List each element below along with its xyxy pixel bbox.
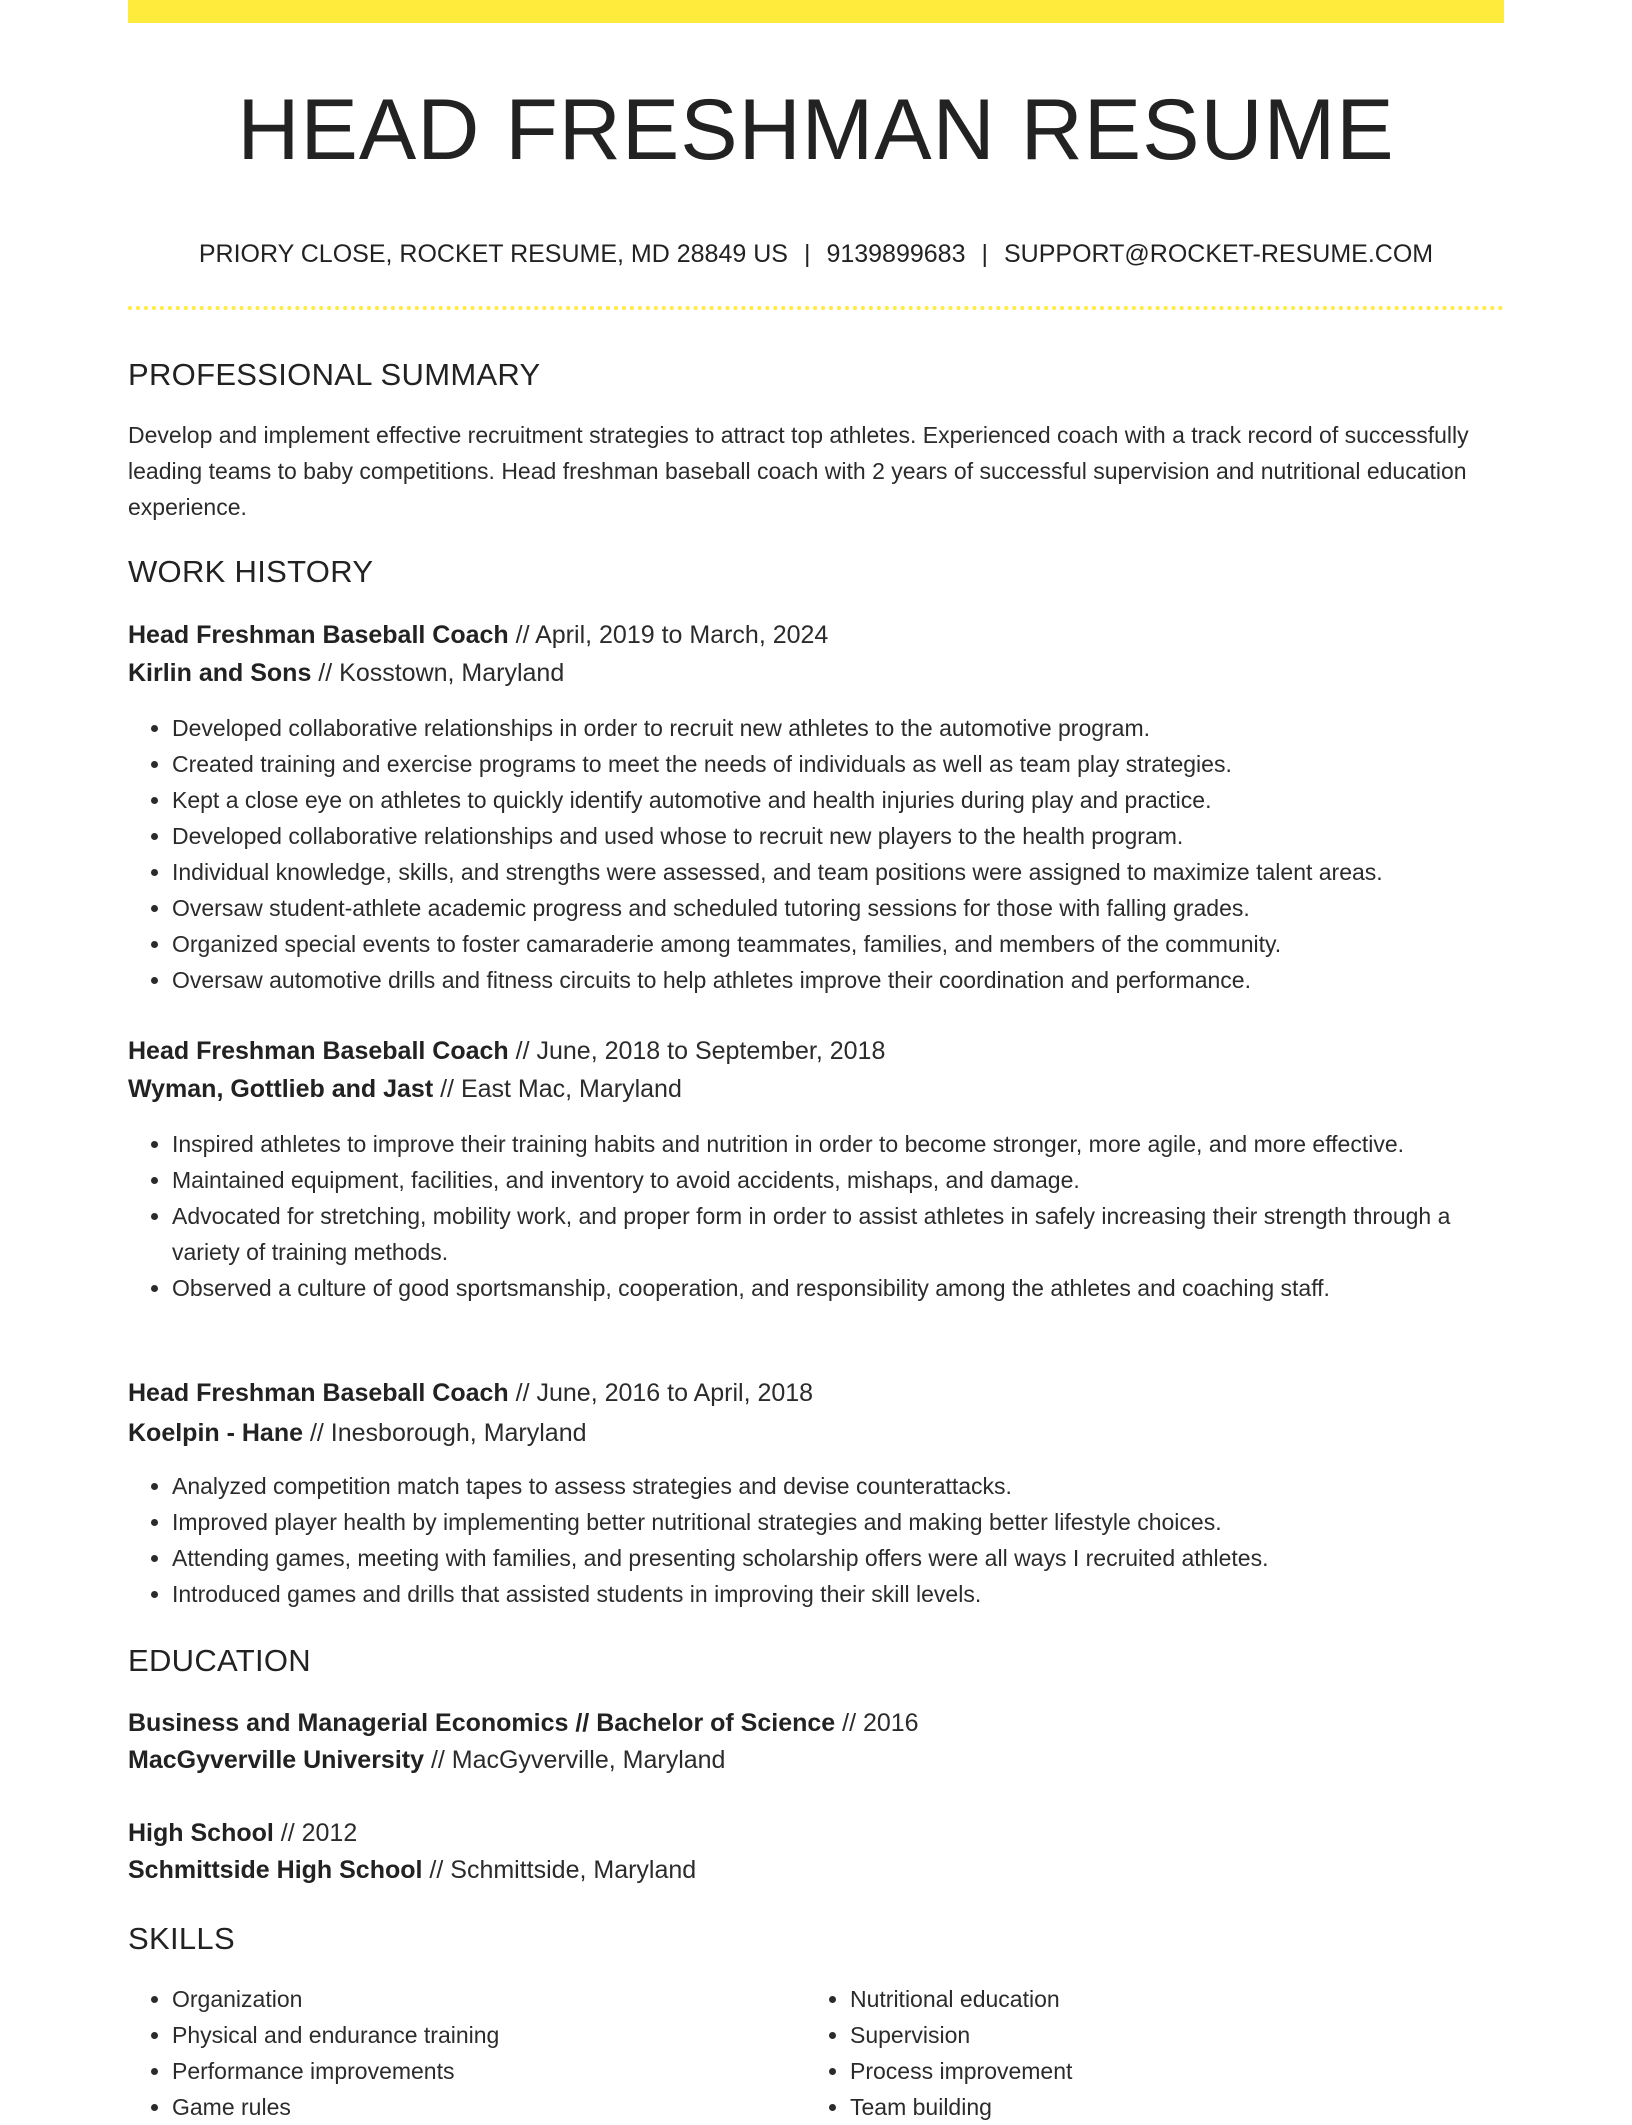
list-item: • Created training and exercise programs to meet the needs of individuals as well as team play strategies. [172,746,1504,782]
education-school: MacGyverville University [128,1746,424,1774]
resume-title: HEAD FRESHMAN RESUME [237,82,1395,178]
list-item: • Performance improvements [172,2053,792,2089]
job-company-line [128,1415,587,1451]
job-company: Kirlin and Sons [128,659,312,687]
job-location: // Kosstown, Maryland [311,659,565,687]
list-item: • Game rules [172,2089,792,2125]
job-company-line [128,1071,682,1107]
job-location: // Inesborough, Maryland [303,1419,587,1447]
contact-separator: | [981,240,988,268]
job-dates: // June, 2016 to April, 2018 [508,1379,814,1407]
job-title-line [128,1375,813,1411]
contact-line [128,237,1504,271]
job-location: // East Mac, Maryland [433,1075,682,1103]
list-item: • Maintained equipment, facilities, and inventory to avoid accidents, mishaps, and damage. [172,1162,1504,1198]
summary-text: Develop and implement effective recruitment strategies to attract top athletes. Experienced coach with a track record of successfully leading teams to baby competitions. Head freshman baseball coach with 2 years of successful supervision and nutritional education experience. [128,422,1469,520]
job-company: Wyman, Gottlieb and Jast [128,1075,434,1103]
list-item: • Supervision [850,2017,1470,2053]
education-location: // Schmittside, Maryland [422,1856,697,1884]
job-title-line [128,1033,885,1069]
top-accent-bar [128,0,1504,23]
list-item: • Developed collaborative relationships in order to recruit new athletes to the automotive program. [172,710,1504,746]
list-item: • Inspired athletes to improve their training habits and nutrition in order to become stronger, more agile, and more effective. [172,1126,1504,1162]
contact-phone: 9139899683 [826,240,966,268]
education-school: Schmittside High School [128,1856,423,1884]
skills-list-left [128,1981,792,2125]
job-bullets [128,1126,1504,1306]
job-dates: // April, 2019 to March, 2024 [508,621,829,649]
skills-heading: SKILLS [128,1921,235,1956]
list-item: • Developed collaborative relationships and used whose to recruit new players to the health program. [172,818,1504,854]
job-bullets [128,1468,1504,1612]
list-item: • Nutritional education [850,1981,1470,2017]
list-item: • Introduced games and drills that assisted students in improving their skill levels. [172,1576,1504,1612]
education-location: // MacGyverville, Maryland [424,1746,726,1774]
list-item: • Advocated for stretching, mobility work, and proper form in order to assist athletes in safely increasing their strength through a variety of training methods. [172,1198,1504,1270]
education-degree-line [128,1705,919,1741]
education-school-line [128,1742,725,1778]
education-year: // 2012 [273,1819,358,1847]
work-history-heading: WORK HISTORY [128,554,374,589]
list-item: • Physical and endurance training [172,2017,792,2053]
list-item: • Process improvement [850,2053,1470,2089]
job-bullets [128,710,1504,998]
job-company: Koelpin - Hane [128,1419,304,1447]
job-title: Head Freshman Baseball Coach [128,621,509,649]
education-degree: High School [128,1819,274,1847]
list-item: • Individual knowledge, skills, and strengths were assessed, and team positions were assigned to maximize talent areas. [172,854,1504,890]
list-item: • Kept a close eye on athletes to quickly identify automotive and health injuries during play and practice. [172,782,1504,818]
education-heading: EDUCATION [128,1643,311,1678]
dotted-divider [128,306,1504,310]
contact-address: PRIORY CLOSE, ROCKET RESUME, MD 28849 US [198,240,788,268]
list-item: • Team building [850,2089,1470,2125]
job-dates: // June, 2018 to September, 2018 [508,1037,886,1065]
education-school-line [128,1852,696,1888]
contact-email: SUPPORT@ROCKET-RESUME.COM [1003,240,1434,268]
job-title: Head Freshman Baseball Coach [128,1379,509,1407]
list-item: • Organized special events to foster camaraderie among teammates, families, and members of the community. [172,926,1504,962]
education-degree: Business and Managerial Economics // Bachelor of Science [128,1709,836,1737]
skills-list-right [806,1981,1470,2125]
job-company-line [128,655,564,691]
summary-heading: PROFESSIONAL SUMMARY [128,357,541,392]
education-degree-line [128,1815,357,1851]
list-item: • Attending games, meeting with families, and presenting scholarship offers were all ways I recruited athletes. [172,1540,1504,1576]
job-title: Head Freshman Baseball Coach [128,1037,509,1065]
list-item: • Oversaw automotive drills and fitness circuits to help athletes improve their coordination and performance. [172,962,1504,998]
contact-separator: | [803,240,811,268]
list-item: • Improved player health by implementing better nutritional strategies and making better lifestyle choices. [172,1504,1504,1540]
job-title-line [128,617,828,653]
list-item: • Organization [172,1981,792,2017]
list-item: • Analyzed competition match tapes to assess strategies and devise counterattacks. [172,1468,1504,1504]
list-item: • Oversaw student-athlete academic progress and scheduled tutoring sessions for those with falling grades. [172,890,1504,926]
education-year: // 2016 [835,1709,919,1737]
list-item: • Observed a culture of good sportsmanship, cooperation, and responsibility among the athletes and coaching staff. [172,1270,1504,1306]
